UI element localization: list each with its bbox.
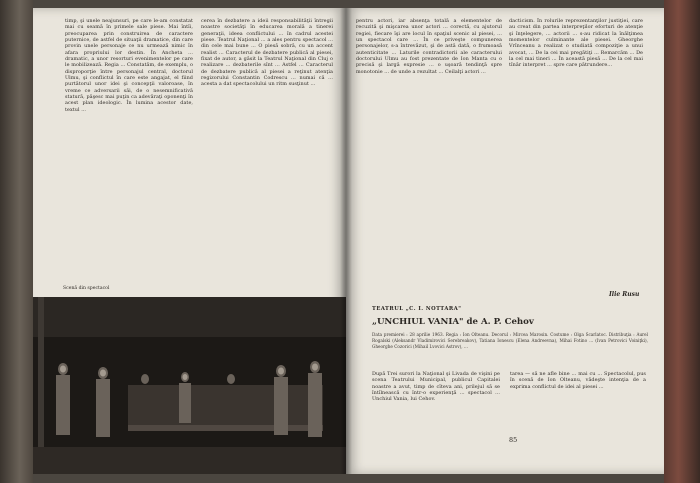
photo-caption: Scenă din spectacol	[63, 286, 110, 291]
book-binding-right	[664, 0, 700, 483]
left-text-column-1: timp, şi unele neajunsuri, pe care le-am constatat mai cu seamă în primele sale piese. Mai întîi, preocuparea prin construirea de caractere puternice, de astfel de situaţii dramatice, din care provin unele personaje ce nu urmează nimic în afara propriului lor destin. În Ancheta ... dramatic, a unor resorturi evenimentelor pe care le mobilizează. Regia ... Constatăm, de exemplu, o disproporţie între personajul central, doctorul Ulmu, şi conflictul în care este angajat, el fiind purtătorul unor idei şi concepţii valoroase, în vreme ce adversarii săi, de o nesemnificativă statură, păşesc mai puţin ca adevăraţi oponenţi în acest plan ideologic. În lumina acestor date, textul ...	[65, 18, 193, 113]
right-text-column-2: dacticism. În rolurile reprezentanţilor justiţiei, care au creat din partea interpreţilor eforturi de atenţie şi înţelegere, ... actorii ... s-au ridicat la înălţimea momentelor culminante ale piesei. Gheorghe Vrînceanu a realizat o studiată compoziţie a unui avocat, ... De la cei mai pregătiţi ... Remarcăm ... De la cel mai tineri ... În această piesă ... De la cel mai tînăr interpret ... spre care pătrundere...	[509, 18, 643, 69]
left-page	[33, 8, 346, 474]
theater-heading: TEATRUL „C. I. NOTTARA"	[372, 306, 462, 312]
right-page	[346, 8, 664, 474]
premiere-credits: Data premierei : 28 aprilie 1963. Regia : Ion Olteanu. Decorul : Mircea Marosin. Costume : Olga Scarlatoc. Distribuţia : Aurel Rogalski (Aleksandr Vladimirovici Serebreakov), Tatiana Ionescu (Elena Andreevna), Mihai Fotino ... (Ivan Petrovici Voiniţki), Gheorghe Cozorici (Mihail Lvovici Astrov), ...	[372, 332, 648, 350]
play-title: „UNCHIUL VANIA" de A. P. Cehov	[372, 317, 534, 327]
author-signature: Ilie Rusu	[609, 291, 640, 298]
page-number: 85	[509, 436, 518, 444]
left-text-column-2: cerea în dezbatere a ideii responsabilităţii întregii noastre societăţi în educarea morală a tinerei generaţii, ideea conflictului ... în cadrul acestei piese. Teatrul Naţional ... a ales pentru spectacol ... din cele mai bune ... O piesă sobră, cu un accent realist ... Caracterul de dezbatere publică al piesei, fixat de autor, a găsit la Teatrul Naţional din Cluj o realizare ... dezbaterile sînt ... Astfel ... Caracterul de dezbatere publică al piesei a reţinut atenţia regizorului Constantin Codrescu ... numai că ... acesta a dat spectacolului un ritm susţinut ...	[201, 18, 333, 88]
right-text-column-1: pentru actori, iar absenţa totală a elementelor de recuzită şi mişcarea unor actori ... corectă, cu ajutorul regiei, fiecare îşi are locul în spaţiul scenic al piesei, ... un spectacol care ... În ce priveşte compunerea personajelor, s-a întrevăzut, şi de astă dată, o frumoasă autenticitate ... Laturile contradictorii ale caracterului doctorului Ulmu au fost prezentate de Ion Manta cu o precisă şi largă expresie ... o uşoară tendinţă spre monotonie ... de unde a rezultat ... Ceilalţi actori ...	[356, 18, 502, 75]
stage-photo	[33, 297, 346, 474]
book-binding-left	[0, 0, 33, 483]
review-column-2: tarea — să ne afle bine ... mai cu ... Spectacolul, pus în scenă de Ion Olteanu, vădeşte intenţia de a exprima conflictul de idei al piesei ...	[510, 371, 646, 390]
stage-photo-image	[33, 297, 346, 474]
review-column-1: După Trei surori la Naţional şi Livada de vişini pe scena Teatrului Municipal, publicul Capitalei noastre a avut, timp de cîteva ani, prilejul să se întîlnească cu într-o experienţă ... spectacol ... Unchiul Vania, lui Cehov.	[372, 371, 500, 403]
